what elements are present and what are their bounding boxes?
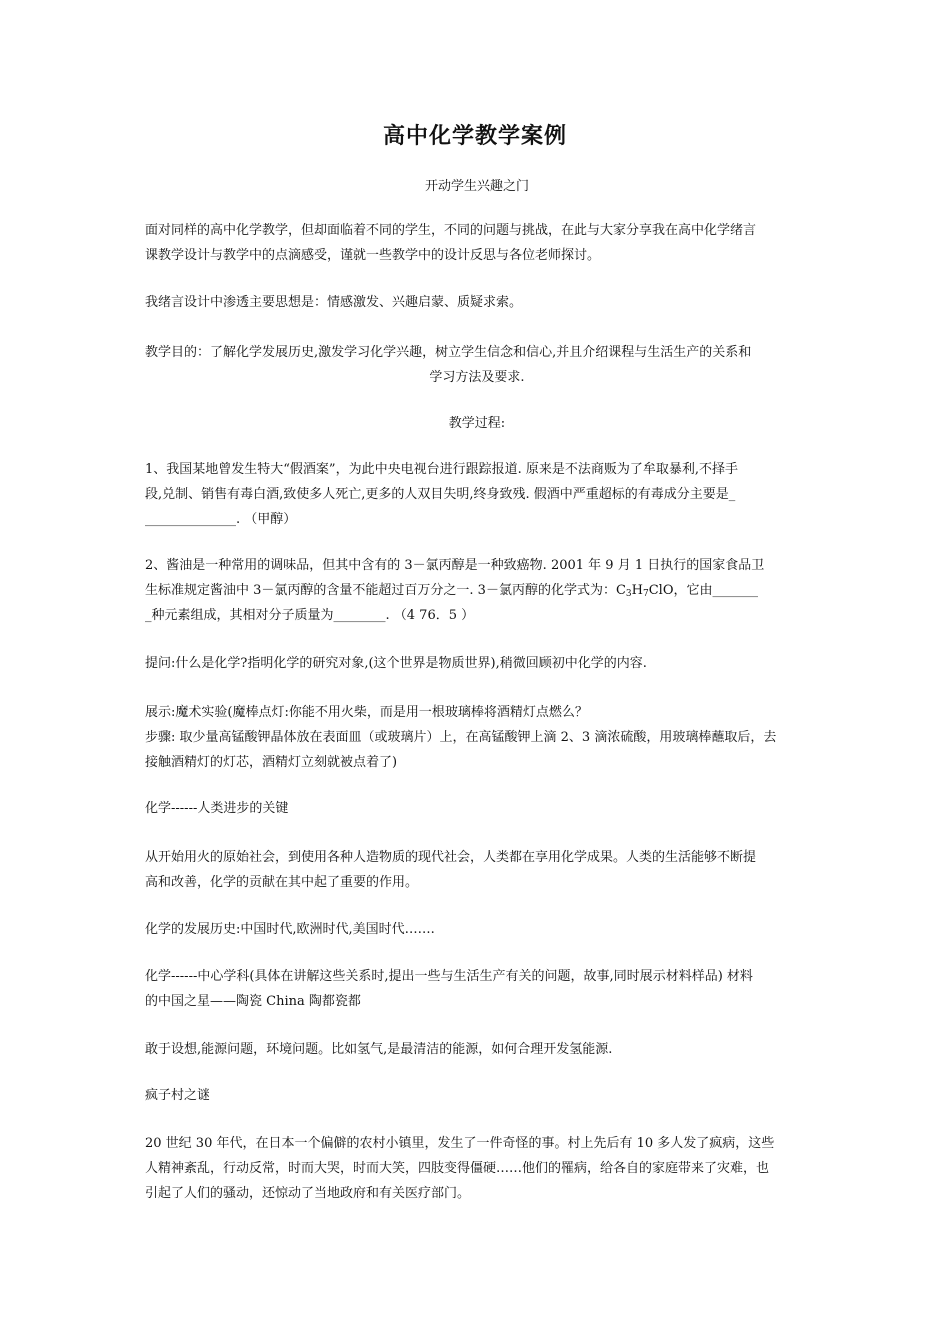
formula-c-subscript: 3 bbox=[625, 589, 632, 599]
question-2-line-2-text: 生标准规定酱油中 3－氯丙醇的含量不能超过百万分之一. 3－氯丙醇的化学式为： bbox=[145, 583, 616, 598]
formula-rest: ClO bbox=[648, 583, 674, 598]
intro-line-1: 面对同样的高中化学教学，但却面临着不同的学生，不同的问题与挑战，在此与大家分享我在高中化学绪言 bbox=[145, 223, 757, 238]
question-2 bbox=[145, 553, 809, 628]
demo-paragraph bbox=[145, 700, 809, 775]
energy-paragraph: 敢于设想,能源问题，环境问题。比如氢气,是最清洁的能源，如何合理开发氢能源. bbox=[145, 1042, 613, 1057]
mystery-line-2: 人精神紊乱，行动反常，时而大哭，时而大笑，四肢变得僵硬……他们的罹病，给各自的家庭带来了灾难，也 bbox=[145, 1161, 770, 1176]
process-heading: 教学过程: bbox=[448, 416, 506, 431]
goal-line-1: 教学目的：了解化学发展历史,激发学习化学兴趣，树立学生信念和信心,并且介绍课程与生活生产的关系和 bbox=[145, 345, 752, 360]
document-title: 高中化学教学案例 bbox=[382, 124, 567, 149]
idea-paragraph: 我绪言设计中渗透主要思想是：情感激发、兴趣启蒙、质疑求索。 bbox=[145, 295, 523, 310]
question-1-line-3: ______________. （甲醇） bbox=[145, 512, 297, 527]
demo-line-1: 展示:魔术实验(魔棒点灯:你能不用火柴，而是用一根玻璃棒将酒精灯点燃么？ bbox=[145, 705, 588, 720]
goal-paragraph bbox=[145, 340, 809, 390]
formula-h-subscript: 7 bbox=[642, 589, 649, 599]
ask-paragraph: 提问:什么是化学?指明化学的研究对象,(这个世界是物质世界),稍微回顾初中化学的内容. bbox=[145, 656, 647, 671]
key-heading: 化学------人类进步的关键 bbox=[145, 801, 289, 816]
intro-paragraph bbox=[145, 218, 809, 268]
society-line-1: 从开始用火的原始社会，到使用各种人造物质的现代社会，人类都在享用化学成果。人类的生活能够不断提 bbox=[145, 850, 757, 865]
center-subject-line-2: 的中国之星——陶瓷 China 陶都瓷都 bbox=[145, 994, 361, 1009]
mystery-line-1: 20 世纪 30 年代，在日本一个偏僻的农村小镇里，发生了一件奇怪的事。村上先后有 10 多人发了疯病，这些 bbox=[145, 1136, 775, 1151]
mystery-paragraph bbox=[145, 1131, 809, 1206]
question-2-line-3: _种元素组成，其相对分子质量为________. （4 76．5 ） bbox=[145, 608, 475, 623]
question-2-line-2-tail: ，它由_______ bbox=[673, 583, 758, 598]
demo-line-3: 接触酒精灯的灯芯，酒精灯立刻就被点着了) bbox=[145, 755, 398, 770]
question-1 bbox=[145, 457, 809, 532]
question-1-line-1: 1、我国某地曾发生特大“假酒案”，为此中央电视台进行跟踪报道. 原来是不法商贩为了牟取暴利,不择手 bbox=[145, 462, 738, 477]
center-subject-line-1: 化学------中心学科(具体在讲解这些关系时,提出一些与生活生产有关的问题，故事,同时展示材料样品) 材料 bbox=[145, 969, 753, 984]
question-2-line-2 bbox=[145, 578, 809, 603]
demo-line-2: 步骤: 取少量高锰酸钾晶体放在表面皿（或玻璃片）上，在高锰酸钾上滴 2、3 滴浓硫酸，用玻璃棒蘸取后，去 bbox=[145, 730, 777, 745]
question-1-line-2: 段,兑制、销售有毒白酒,致使多人死亡,更多的人双目失明,终身致残. 假酒中严重超标的有毒成分主要是_ bbox=[145, 487, 736, 502]
goal-line-2: 学习方法及要求. bbox=[429, 370, 525, 385]
intro-line-2: 课教学设计与教学中的点滴感受，谨就一些教学中的设计反思与各位老师探讨。 bbox=[145, 248, 601, 263]
society-paragraph bbox=[145, 845, 809, 895]
question-2-line-1: 2、酱油是一种常用的调味品，但其中含有的 3－氯丙醇是一种致癌物. 2001 年 9 月 1 日执行的国家食品卫 bbox=[145, 558, 765, 573]
formula-h: H bbox=[631, 583, 643, 598]
formula-c: C bbox=[615, 583, 626, 598]
document-subtitle: 开动学生兴趣之门 bbox=[424, 179, 529, 194]
center-subject-paragraph bbox=[145, 964, 809, 1014]
mystery-title: 疯子村之谜 bbox=[145, 1088, 211, 1103]
society-line-2: 高和改善，化学的贡献在其中起了重要的作用。 bbox=[145, 875, 419, 890]
history-paragraph: 化学的发展历史:中国时代,欧洲时代,美国时代……. bbox=[145, 922, 435, 937]
mystery-line-3: 引起了人们的骚动，还惊动了当地政府和有关医疗部门。 bbox=[145, 1186, 471, 1201]
